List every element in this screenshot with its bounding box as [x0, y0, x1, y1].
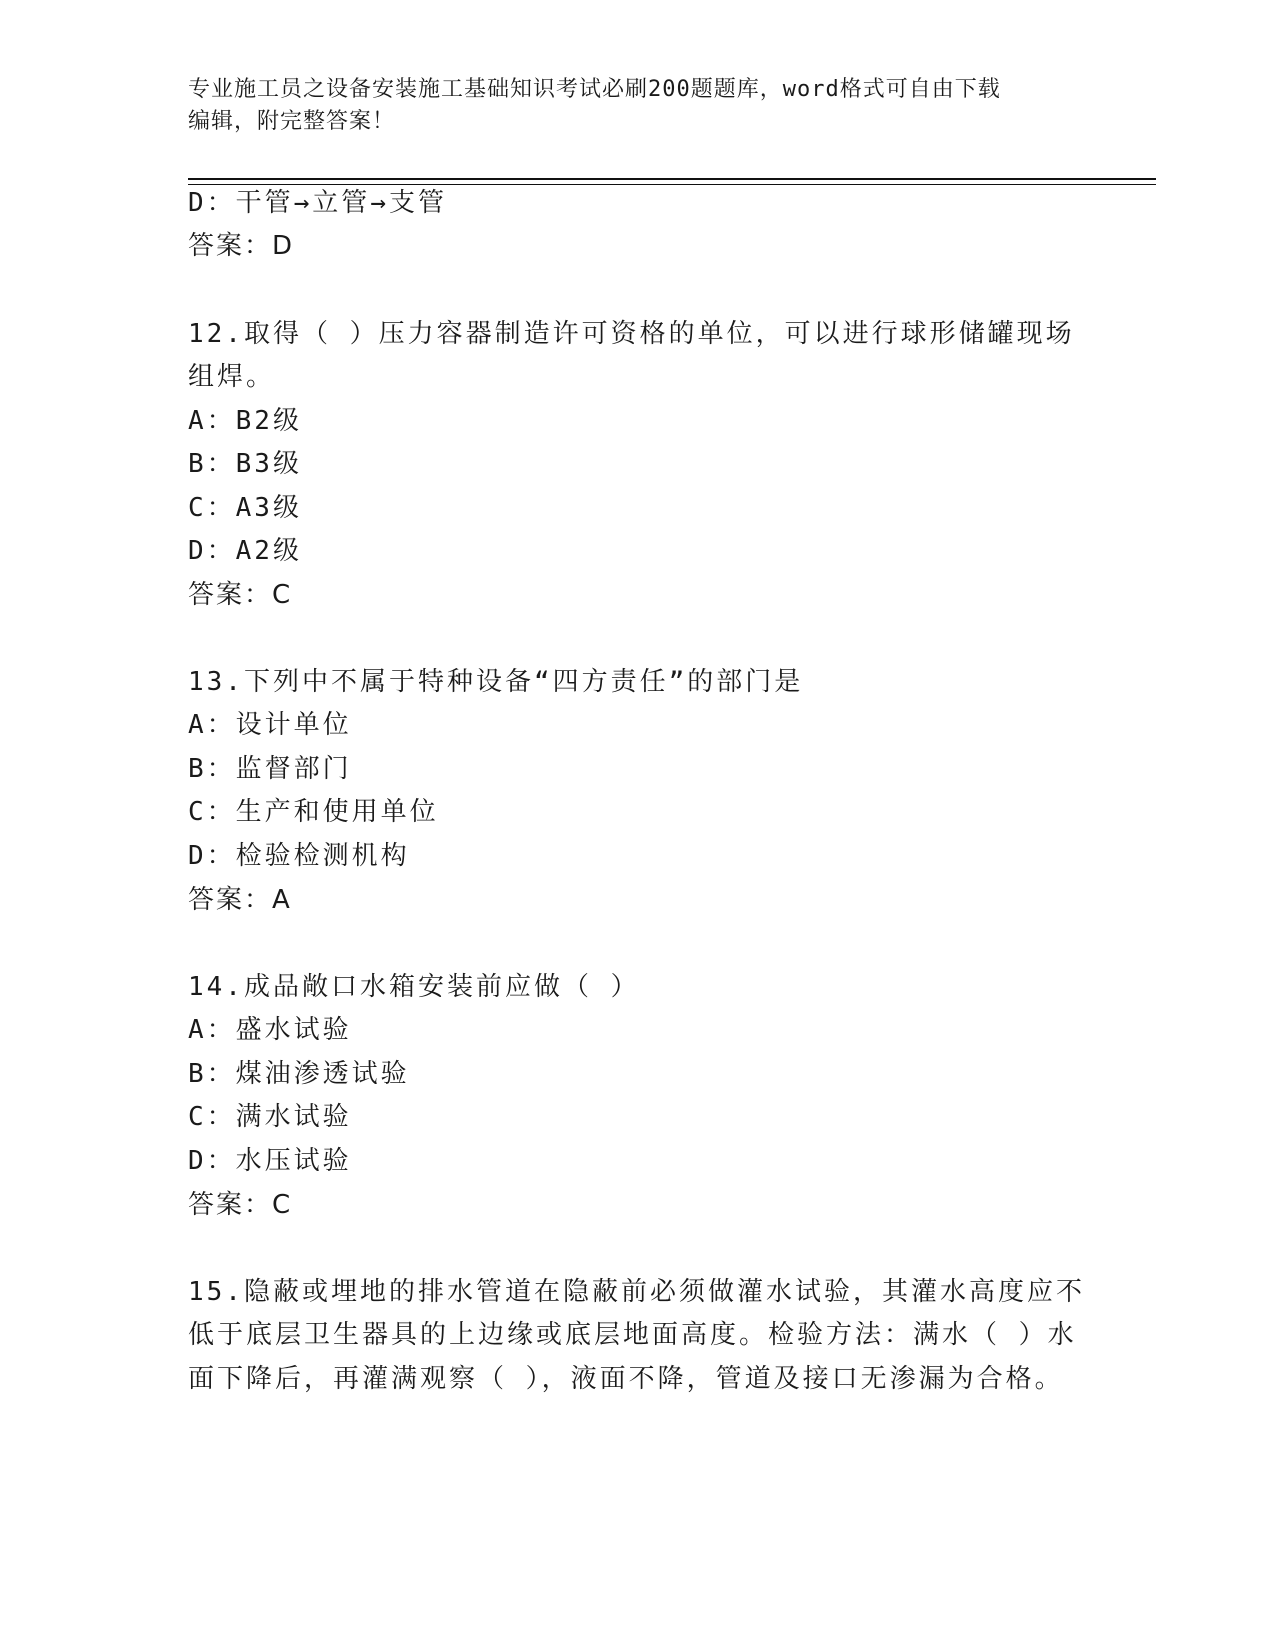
q13-answer: 答案：A — [188, 885, 292, 915]
q15-stem-line3: 面下降后，再灌满观察（ ），液面不降，管道及接口无渗漏为合格。 — [188, 1364, 1064, 1394]
q14-option-d: D：水压试验 — [188, 1146, 352, 1176]
q12-answer: 答案：C — [188, 580, 293, 610]
header-title-line2: 编辑，附完整答案！ — [188, 109, 396, 134]
q13-stem: 13.下列中不属于特种设备“四方责任”的部门是 — [188, 667, 804, 697]
q11-answer: 答案：D — [188, 231, 295, 261]
q13-option-d: D：检验检测机构 — [188, 841, 410, 871]
q14-stem: 14.成品敞口水箱安装前应做（ ） — [188, 972, 640, 1002]
header-title-line1: 专业施工员之设备安装施工基础知识考试必刷200题题库，word格式可自由下载 — [188, 77, 1001, 102]
q13-option-a: A：设计单位 — [188, 710, 352, 740]
q12-stem-line2: 组焊。 — [188, 362, 276, 392]
q12-option-b: B：B3级 — [188, 449, 302, 479]
q12-option-d: D：A2级 — [188, 536, 302, 566]
q13-option-c: C：生产和使用单位 — [188, 797, 439, 827]
document-header — [188, 74, 1068, 138]
q11-option-d: D：干管→立管→支管 — [188, 188, 447, 218]
q14-answer: 答案：C — [188, 1190, 293, 1220]
q15-stem-line1: 15.隐蔽或埋地的排水管道在隐蔽前必须做灌水试验，其灌水高度应不 — [188, 1277, 1085, 1307]
header-rule-thick — [188, 178, 1156, 180]
q14-option-b: B：煤油渗透试验 — [188, 1059, 410, 1089]
q14-option-c: C：满水试验 — [188, 1102, 352, 1132]
header-rule-thin — [188, 184, 1156, 185]
q13-option-b: B：监督部门 — [188, 754, 352, 784]
q12-option-c: C：A3级 — [188, 493, 302, 523]
q14-option-a: A：盛水试验 — [188, 1015, 352, 1045]
q12-option-a: A：B2级 — [188, 406, 302, 436]
q12-stem-line1: 12.取得（ ）压力容器制造许可资格的单位，可以进行球形储罐现场 — [188, 319, 1075, 349]
q15-stem-line2: 低于底层卫生器具的上边缘或底层地面高度。检验方法：满水（ ）水 — [188, 1320, 1077, 1350]
